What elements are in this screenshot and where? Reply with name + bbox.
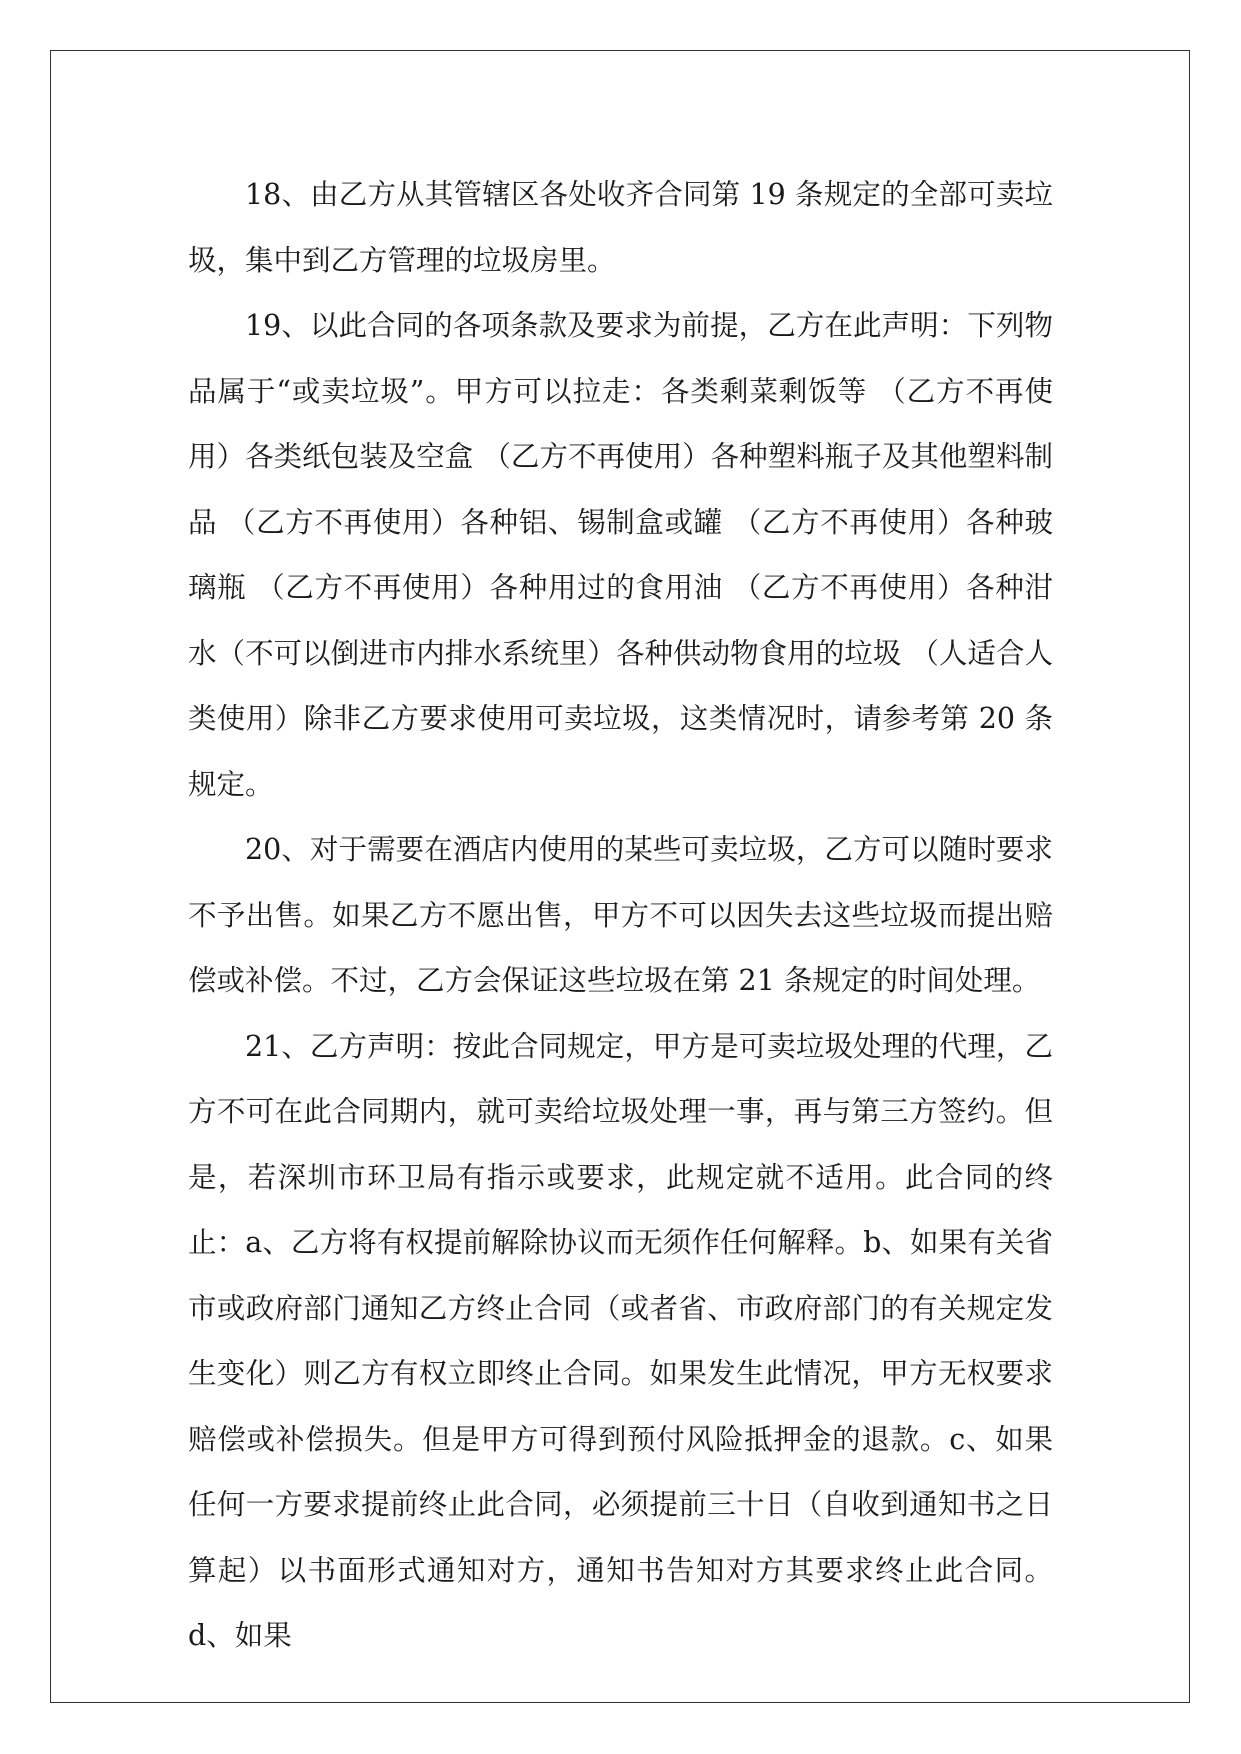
document-body [188,162,1053,1669]
paragraph-clause-20: 20、对于需要在酒店内使用的某些可卖垃圾，乙方可以随时要求不予出售。如果乙方不愿出售，甲方不可以因失去这些垃圾而提出赔偿或补偿。不过，乙方会保证这些垃圾在第 21 条规定的时间处理。 [188,833,1053,997]
paragraph-clause-21: 21、乙方声明：按此合同规定，甲方是可卖垃圾处理的代理，乙方不可在此合同期内，就可卖给垃圾处理一事，再与第三方签约。但是，若深圳市环卫局有指示或要求，此规定就不适用。此合同的终止：a、乙方将有权提前解除协议而无须作任何解释。b、如果有关省市或政府部门通知乙方终止合同（或者省、市政府部门的有关规定发生变化）则乙方有权立即终止合同。如果发生此情况，甲方无权要求赔偿或补偿损失。但是甲方可得到预付风险抵押金的退款。c、如果任何一方要求提前终止此合同，必须提前三十日（自收到通知书之日算起）以书面形式通知对方，通知书告知对方其要求终止此合同。d、如果 [188,1029,1053,1652]
paragraph-clause-18: 18、由乙方从其管辖区各处收齐合同第 19 条规定的全部可卖垃圾，集中到乙方管理的垃圾房里。 [188,178,1053,277]
paragraph-clause-19: 19、以此合同的各项条款及要求为前提，乙方在此声明：下列物品属于“或卖垃圾”。甲方可以拉走：各类剩菜剩饭等 （乙方不再使用）各类纸包装及空盒 （乙方不再使用）各种塑料瓶子及其他塑料制品 （乙方不再使用）各种铝、锡制盒或罐 （乙方不再使用）各种玻璃瓶 （乙方不再使用）各种用过的食用油 （乙方不再使用）各种泔水（不可以倒进市内排水系统里）各种供动物食用的垃圾 （人适合人类使用）除非乙方要求使用可卖垃圾，这类情况时，请参考第 20 条规定。 [188,309,1053,801]
